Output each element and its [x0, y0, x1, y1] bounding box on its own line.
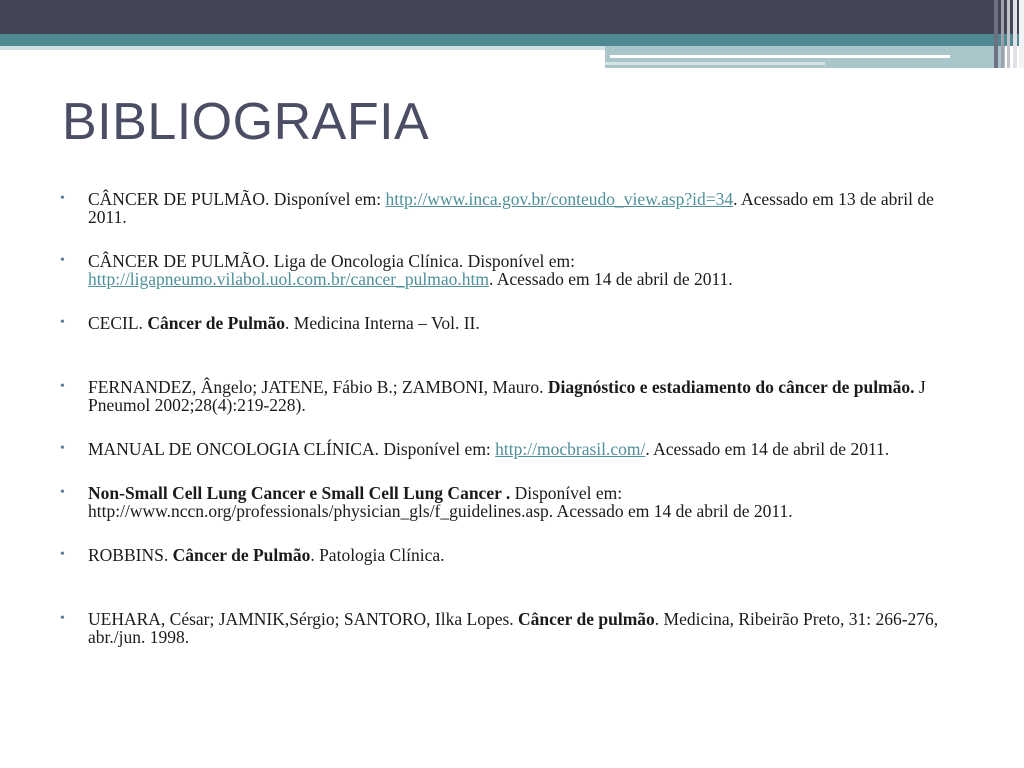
reference-text: CÂNCER DE PULMÃO. Disponível em:: [88, 189, 386, 209]
slide-title: BIBLIOGRAFIA: [62, 93, 430, 151]
reference-text: . Acessado em 14 de abril de 2011.: [645, 439, 890, 459]
bullet-icon: •: [60, 253, 65, 268]
reference-text: . Patologia Clínica.: [310, 545, 445, 565]
decorative-stripe: [994, 0, 998, 68]
header-bar: [0, 0, 1024, 34]
reference-item: [60, 314, 970, 332]
bullet-icon: •: [60, 611, 65, 626]
bullet-icon: •: [60, 441, 65, 456]
decorative-stripe: [1013, 0, 1017, 68]
reference-text: . Acessado em 13 de abril de 2011.: [88, 189, 934, 227]
reference-title: Diagnóstico e estadiamento do câncer de pulmão.: [547, 377, 915, 397]
bullet-icon: •: [60, 547, 65, 562]
reference-text: . Medicina Interna – Vol. II.: [285, 313, 480, 333]
header-thin-line: [605, 62, 825, 65]
reference-text: UEHARA, César; JAMNIK,Sérgio; SANTORO, Ilka Lopes.: [88, 609, 519, 629]
reference-title: Câncer de pulmão: [518, 609, 655, 629]
reference-link[interactable]: http://www.inca.gov.br/conteudo_view.asp?id=34: [385, 189, 734, 209]
reference-text: MANUAL DE ONCOLOGIA CLÍNICA. Disponível em:: [88, 439, 496, 459]
reference-item: [60, 546, 970, 564]
reference-text: CÂNCER DE PULMÃO. Liga de Oncologia Clínica. Disponível em:: [88, 251, 576, 271]
decorative-stripe: [1019, 0, 1024, 68]
bullet-icon: •: [60, 379, 65, 394]
reference-item: [60, 378, 970, 414]
reference-title: Câncer de Pulmão: [147, 313, 286, 333]
header-accent-band: [0, 34, 1024, 46]
header-white-line: [610, 55, 950, 58]
reference-text: . Medicina, Ribeirão Preto, 31: 266-276, abr./jun. 1998.: [88, 609, 939, 647]
reference-text: FERNANDEZ, Ângelo; JATENE, Fábio B.; ZAMBONI, Mauro.: [88, 377, 548, 397]
reference-item: [60, 484, 970, 520]
reference-link[interactable]: http://mocbrasil.com/: [495, 439, 646, 459]
reference-text: . Acessado em 14 de abril de 2011.: [488, 269, 733, 289]
header-light-band: [0, 46, 605, 50]
reference-item: [60, 610, 970, 646]
reference-title: Non-Small Cell Lung Cancer e Small Cell Lung Cancer .: [88, 483, 511, 503]
reference-item: [60, 190, 970, 226]
bullet-icon: •: [60, 315, 65, 330]
reference-link[interactable]: http://ligapneumo.vilabol.uol.com.br/cancer_pulmao.htm: [88, 269, 489, 289]
bullet-icon: •: [60, 485, 65, 500]
reference-list: [60, 190, 970, 646]
reference-text: J Pneumol 2002;28(4):219-228).: [88, 377, 926, 415]
reference-item: [60, 440, 970, 458]
reference-item: [60, 252, 970, 288]
reference-text: Disponível em: http://www.nccn.org/professionals/physician_gls/f_guidelines.asp. Acessado em 14 de abril de 2011.: [88, 483, 793, 521]
bullet-icon: •: [60, 191, 65, 206]
reference-text: CECIL.: [88, 313, 148, 333]
reference-text: ROBBINS.: [88, 545, 173, 565]
reference-title: Câncer de Pulmão: [172, 545, 311, 565]
decorative-stripe: [1007, 0, 1010, 68]
decorative-stripe: [1001, 0, 1004, 68]
